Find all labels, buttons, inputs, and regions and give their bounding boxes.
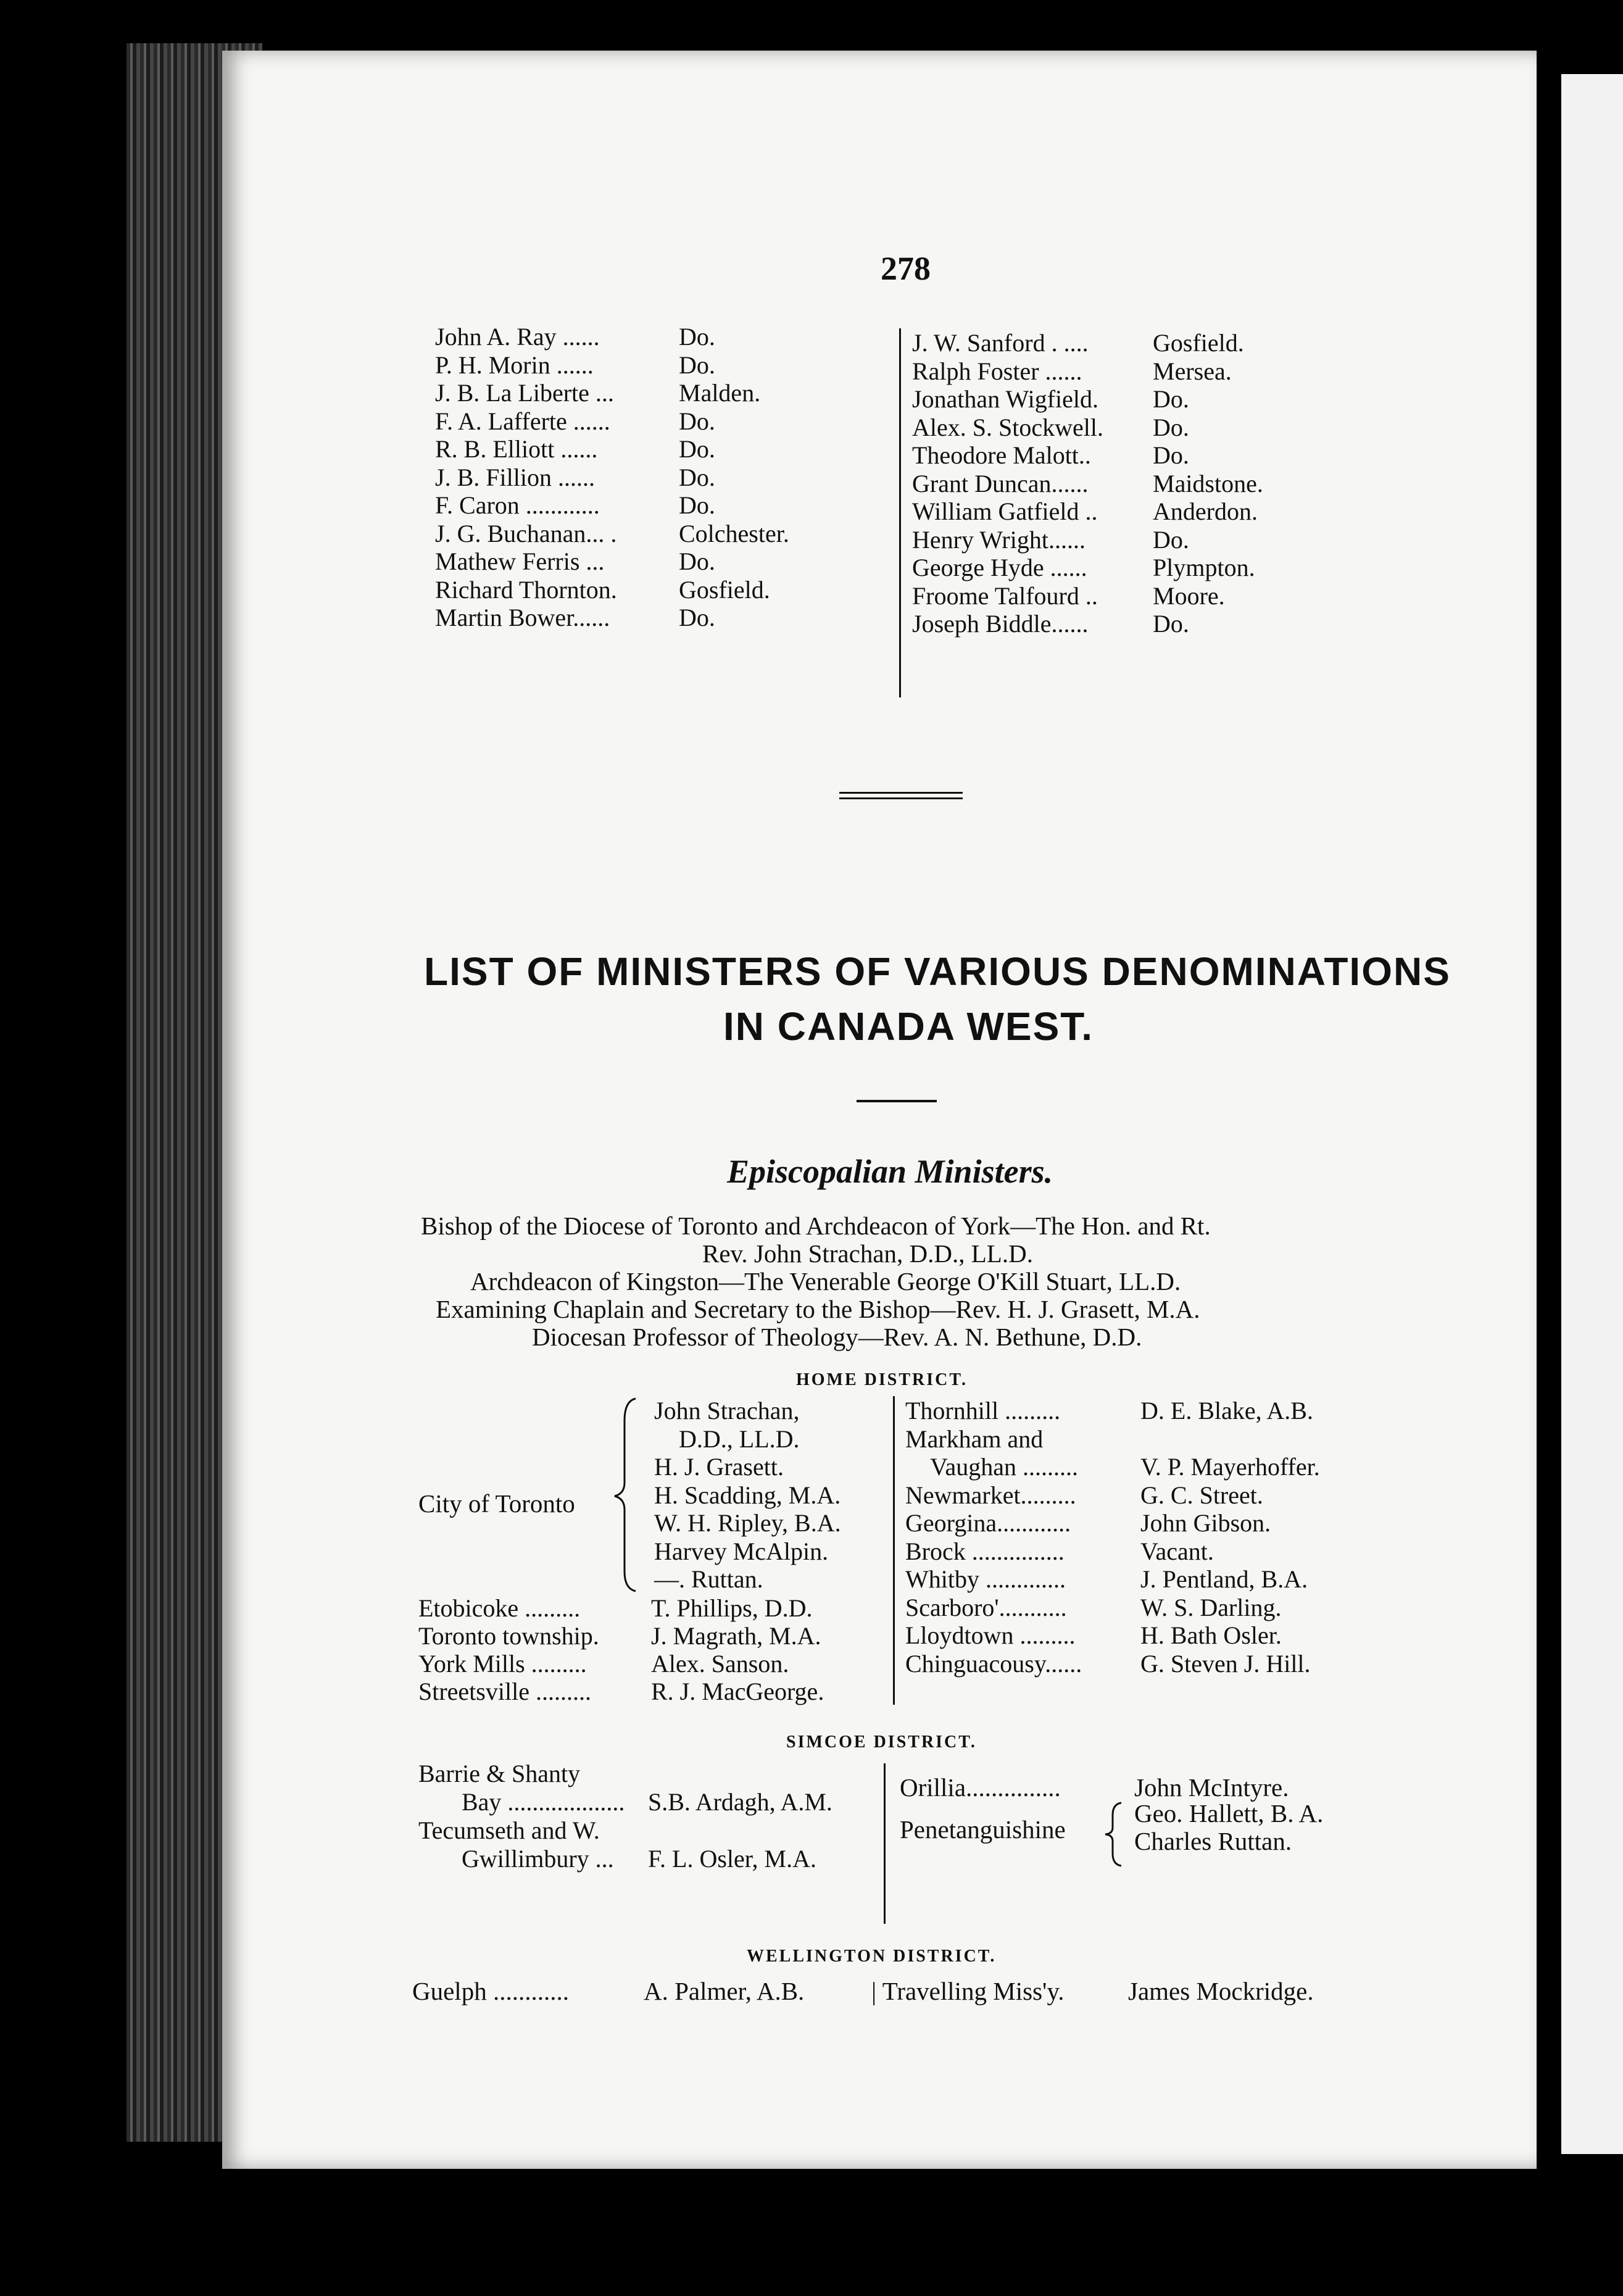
home-left-place: Etobicoke ......... — [418, 1594, 581, 1622]
toronto-minister: W. H. Ripley, B.A. — [654, 1509, 841, 1537]
top-left-name: John A. Ray ...... — [435, 323, 600, 351]
top-left-place: Do. — [679, 351, 715, 379]
toronto-brace — [611, 1396, 642, 1594]
home-left-minister: T. Phillips, D.D. — [651, 1594, 813, 1622]
top-right-place: Moore. — [1153, 581, 1225, 610]
top-right-name: Alex. S. Stockwell. — [912, 413, 1103, 441]
travelling-missionary-label: | Travelling Miss'y. — [871, 1977, 1065, 2005]
home-right-minister: J. Pentland, B.A. — [1140, 1565, 1308, 1593]
toronto-minister: H. Scadding, M.A. — [654, 1481, 841, 1509]
top-left-name: J. B. Fillion ...... — [435, 463, 595, 491]
home-left-minister: Alex. Sanson. — [651, 1650, 789, 1678]
top-right-place: Do. — [1153, 385, 1189, 413]
simcoe-left-minister: F. L. Osler, M.A. — [648, 1845, 816, 1873]
intro-line-5: Diocesan Professor of Theology—Rev. A. N. Bethune, D.D. — [532, 1323, 1142, 1351]
top-left-place: Do. — [679, 547, 715, 575]
home-right-place: Whitby ............. — [905, 1565, 1066, 1593]
top-right-name: Theodore Malott.. — [912, 441, 1091, 469]
top-right-place: Anderdon. — [1153, 497, 1258, 525]
top-left-name: P. H. Morin ...... — [435, 351, 594, 379]
simcoe-left-place: Barrie & Shanty — [418, 1760, 581, 1787]
top-left-place: Do. — [679, 323, 715, 351]
top-left-place: Do. — [679, 604, 715, 631]
penetang-place: Penetanguishine — [900, 1815, 1066, 1844]
page-number: 278 — [881, 250, 931, 287]
section-rule-bottom — [839, 797, 963, 799]
home-right-minister: V. P. Mayerhoffer. — [1140, 1453, 1320, 1481]
home-right-minister: G. Steven J. Hill. — [1140, 1649, 1311, 1678]
top-right-place: Do. — [1153, 413, 1189, 441]
toronto-minister: —. Ruttan. — [654, 1565, 763, 1593]
top-column-divider — [899, 328, 901, 697]
home-left-place: Toronto township. — [418, 1622, 599, 1650]
home-right-minister: G. C. Street. — [1140, 1481, 1263, 1509]
guelph-minister: A. Palmer, A.B. — [644, 1977, 805, 2005]
section-subtitle: Episcopalian Ministers. — [727, 1153, 1053, 1190]
top-right-place: Do. — [1153, 525, 1189, 554]
home-right-place: Brock ............... — [905, 1537, 1065, 1565]
home-district-heading: HOME DISTRICT. — [796, 1370, 968, 1389]
home-right-place: Georgina............ — [905, 1509, 1071, 1537]
top-left-place: Malden. — [679, 379, 761, 407]
home-right-place: Newmarket......... — [905, 1481, 1076, 1509]
top-left-name: J. B. La Liberte ... — [435, 379, 614, 407]
home-right-place: Thornhill ......... — [905, 1397, 1061, 1425]
list-title-line-2: IN CANADA WEST. — [723, 1004, 1094, 1049]
top-right-name: Froome Talfourd .. — [912, 581, 1098, 610]
top-right-place: Maidstone. — [1153, 469, 1263, 497]
home-right-minister: W. S. Darling. — [1140, 1593, 1282, 1621]
orillia-place: Orillia............... — [900, 1773, 1061, 1802]
simcoe-column-divider — [884, 1763, 886, 1924]
home-left-place: Streetsville ......... — [418, 1678, 591, 1705]
top-left-place: Do. — [679, 491, 715, 519]
home-right-place: Vaughan ......... — [930, 1453, 1078, 1481]
penetang-minister-1: Geo. Hallett, B. A. — [1134, 1799, 1324, 1828]
top-left-name: J. G. Buchanan... . — [435, 519, 617, 547]
home-right-place: Lloydtown ......... — [905, 1621, 1076, 1649]
top-left-place: Do. — [679, 435, 715, 463]
title-rule — [857, 1100, 937, 1102]
top-left-place: Do. — [679, 463, 715, 491]
top-right-place: Mersea. — [1153, 357, 1232, 385]
guelph-place: Guelph ............ — [412, 1977, 569, 2005]
top-left-name: Richard Thornton. — [435, 575, 617, 604]
top-right-name: Jonathan Wigfield. — [912, 385, 1099, 413]
list-title-line-1: LIST OF MINISTERS OF VARIOUS DENOMINATIONS — [424, 949, 1451, 994]
top-right-place: Do. — [1153, 441, 1189, 469]
toronto-minister: H. J. Grasett. — [654, 1453, 784, 1481]
top-right-name: Henry Wright...... — [912, 525, 1085, 554]
top-left-name: R. B. Elliott ...... — [435, 435, 598, 463]
toronto-minister: D.D., LL.D. — [679, 1425, 800, 1453]
top-right-name: J. W. Sanford . .... — [912, 329, 1089, 357]
top-left-name: F. A. Lafferte ...... — [435, 407, 610, 435]
adjacent-page-edge — [1561, 74, 1623, 2154]
home-right-minister: John Gibson. — [1140, 1509, 1271, 1537]
book-page — [222, 51, 1537, 2169]
toronto-minister: John Strachan, — [654, 1397, 800, 1425]
orillia-minister: John McIntyre. — [1134, 1773, 1289, 1802]
top-left-place: Do. — [679, 407, 715, 435]
top-left-place: Gosfield. — [679, 575, 770, 604]
top-right-name: George Hyde ...... — [912, 554, 1087, 581]
top-right-name: Grant Duncan...... — [912, 469, 1089, 497]
top-right-place: Gosfield. — [1153, 329, 1244, 357]
home-right-minister: Vacant. — [1140, 1537, 1214, 1565]
simcoe-left-place: Bay ................... — [462, 1788, 625, 1816]
home-left-minister: J. Magrath, M.A. — [651, 1622, 821, 1650]
top-right-place: Plympton. — [1153, 554, 1255, 581]
home-right-place: Chinguacousy...... — [905, 1649, 1082, 1678]
intro-line-3: Archdeacon of Kingston—The Venerable George O'Kill Stuart, LL.D. — [470, 1267, 1181, 1296]
top-left-name: F. Caron ............ — [435, 491, 600, 519]
simcoe-district-heading: SIMCOE DISTRICT. — [786, 1732, 977, 1752]
top-right-name: William Gatfield .. — [912, 497, 1098, 525]
home-right-place: Markham and — [905, 1425, 1044, 1453]
top-left-name: Martin Bower...... — [435, 604, 610, 631]
intro-line-2: Rev. John Strachan, D.D., LL.D. — [702, 1239, 1033, 1268]
top-right-name: Ralph Foster ...... — [912, 357, 1082, 385]
penetang-minister-2: Charles Ruttan. — [1134, 1827, 1292, 1855]
section-rule-top — [839, 792, 963, 794]
simcoe-left-minister: S.B. Ardagh, A.M. — [648, 1788, 832, 1816]
home-right-minister: D. E. Blake, A.B. — [1140, 1397, 1313, 1425]
simcoe-left-place: Gwillimbury ... — [462, 1845, 614, 1873]
simcoe-left-place: Tecumseth and W. — [418, 1816, 600, 1844]
toronto-label: City of Toronto — [418, 1489, 575, 1518]
home-column-divider — [893, 1396, 895, 1705]
home-left-place: York Mills ......... — [418, 1650, 587, 1678]
top-right-place: Do. — [1153, 610, 1189, 638]
home-right-place: Scarboro'........... — [905, 1593, 1067, 1621]
toronto-minister: Harvey McAlpin. — [654, 1537, 829, 1565]
top-left-name: Mathew Ferris ... — [435, 547, 605, 575]
top-left-place: Colchester. — [679, 519, 789, 547]
wellington-district-heading: WELLINGTON DISTRICT. — [747, 1947, 997, 1966]
home-right-minister: H. Bath Osler. — [1140, 1621, 1282, 1649]
top-right-name: Joseph Biddle...... — [912, 610, 1089, 638]
home-left-minister: R. J. MacGeorge. — [651, 1678, 824, 1705]
penetang-brace — [1102, 1800, 1126, 1868]
intro-line-4: Examining Chaplain and Secretary to the Bishop—Rev. H. J. Grasett, M.A. — [436, 1295, 1200, 1323]
intro-line-1: Bishop of the Diocese of Toronto and Archdeacon of York—The Hon. and Rt. — [421, 1212, 1211, 1240]
travelling-missionary-name: James Mockridge. — [1128, 1977, 1314, 2005]
